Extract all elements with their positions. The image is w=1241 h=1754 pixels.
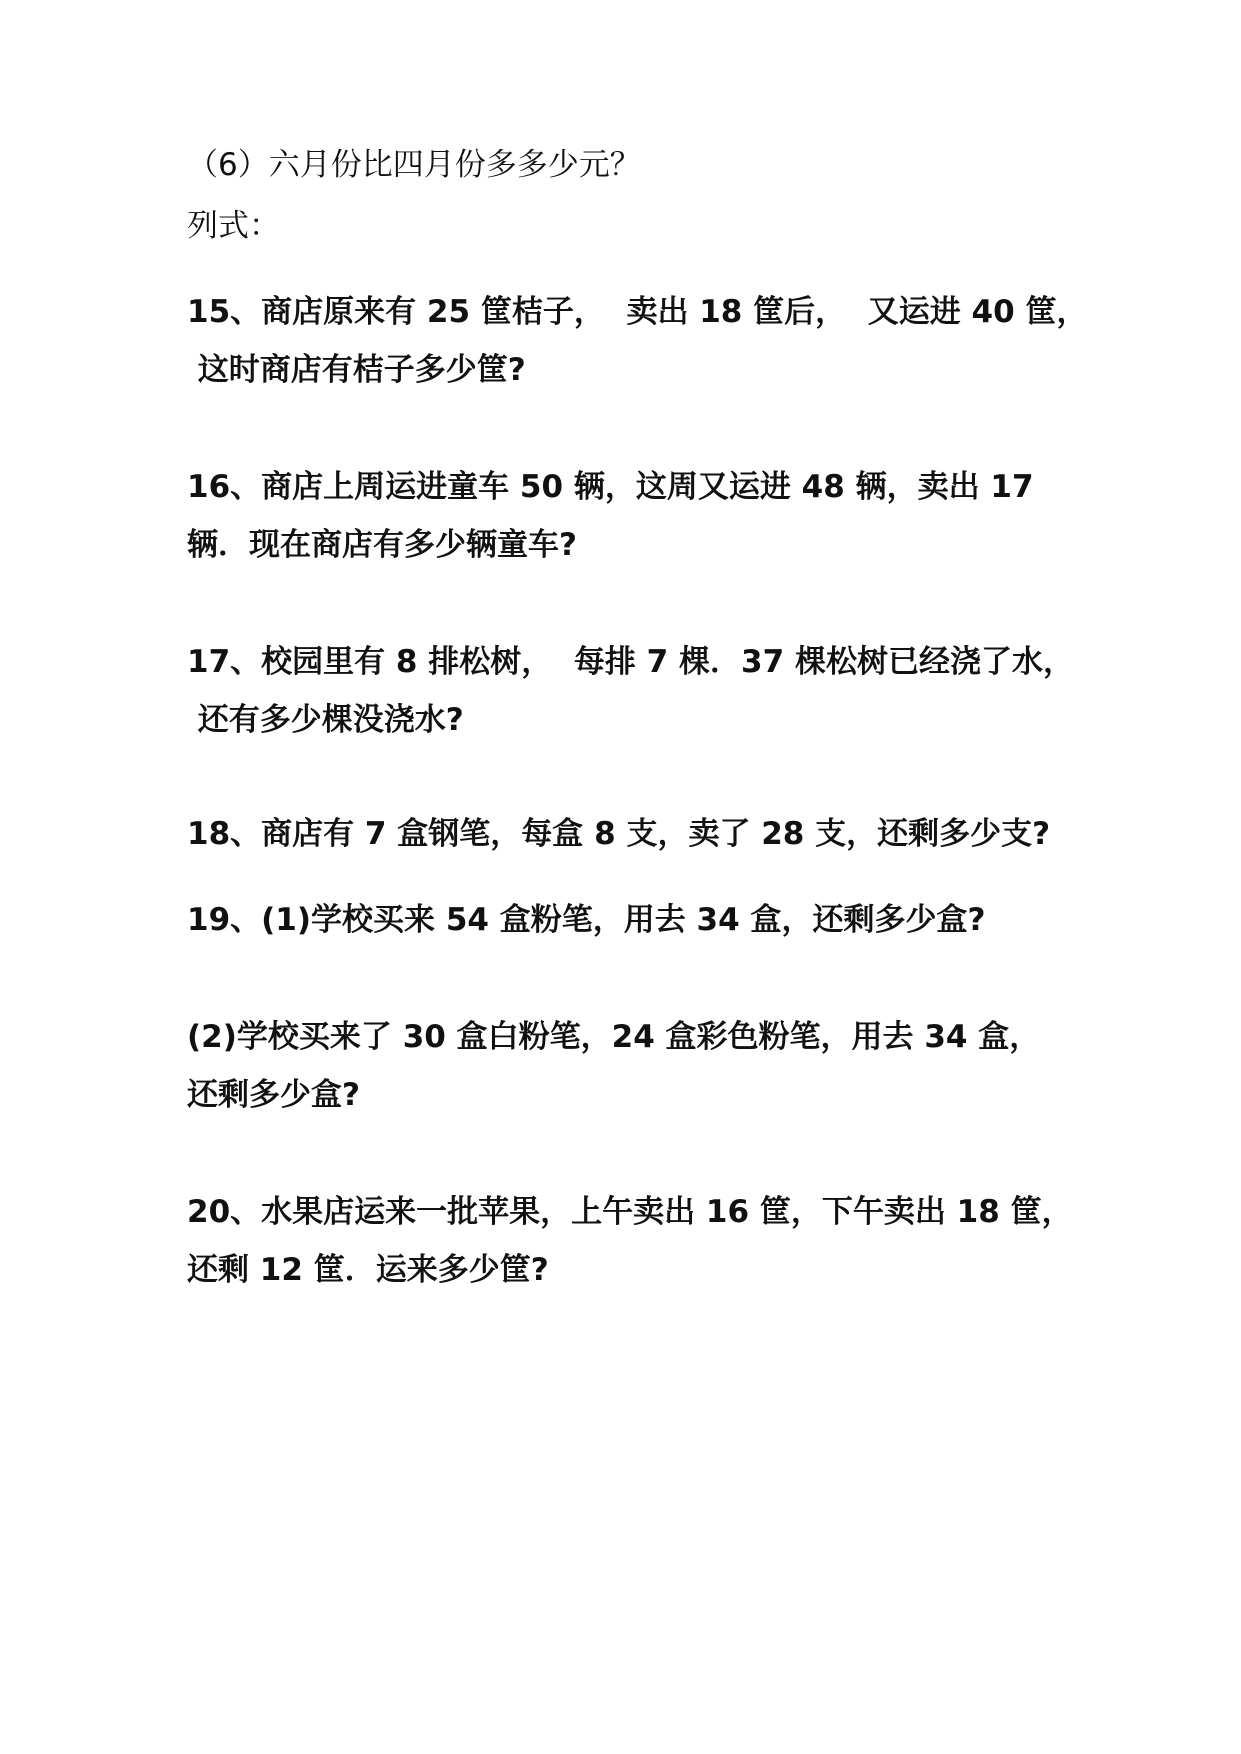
problem-20-line-1: 20、水果店运来一批苹果，上午卖出 16 筐，下午卖出 18 筐， [187,1194,1073,1230]
problem-20-line-2: 还剩 12 筐．运来多少筐? [187,1252,549,1288]
problem-15-line-2: 这时商店有桔子多少筐? [187,352,526,388]
problem-19-part-1: 19、(1)学校买来 54 盒粉笔，用去 34 盒，还剩多少盒? [187,902,986,938]
problem-15-line-1: 15、商店原来有 25 筐桔子， 卖出 18 筐后， 又运进 40 筐， [187,294,1088,330]
problem-19-part-2-line-1: (2)学校买来了 30 盒白粉笔，24 盒彩色粉笔，用去 34 盒， [187,1019,1041,1055]
problem-16-line-2: 辆．现在商店有多少辆童车? [187,527,577,563]
problem-17-line-1: 17、校园里有 8 排松树， 每排 7 棵．37 棵松树已经浇了水， [187,644,1074,680]
problem-17-line-2: 还有多少棵没浇水? [187,702,464,738]
problem-19-part-2-line-2: 还剩多少盒? [187,1077,360,1113]
problem-16-line-1: 16、商店上周运进童车 50 辆，这周又运进 48 辆，卖出 17 [187,469,1034,505]
problem-18-line-1: 18、商店有 7 盒钢笔，每盒 8 支，卖了 28 支，还剩多少支? [187,816,1051,852]
formula-label: 列式： [187,208,280,244]
sub-question-6: （6）六月份比四月份多多少元？ [187,147,641,183]
